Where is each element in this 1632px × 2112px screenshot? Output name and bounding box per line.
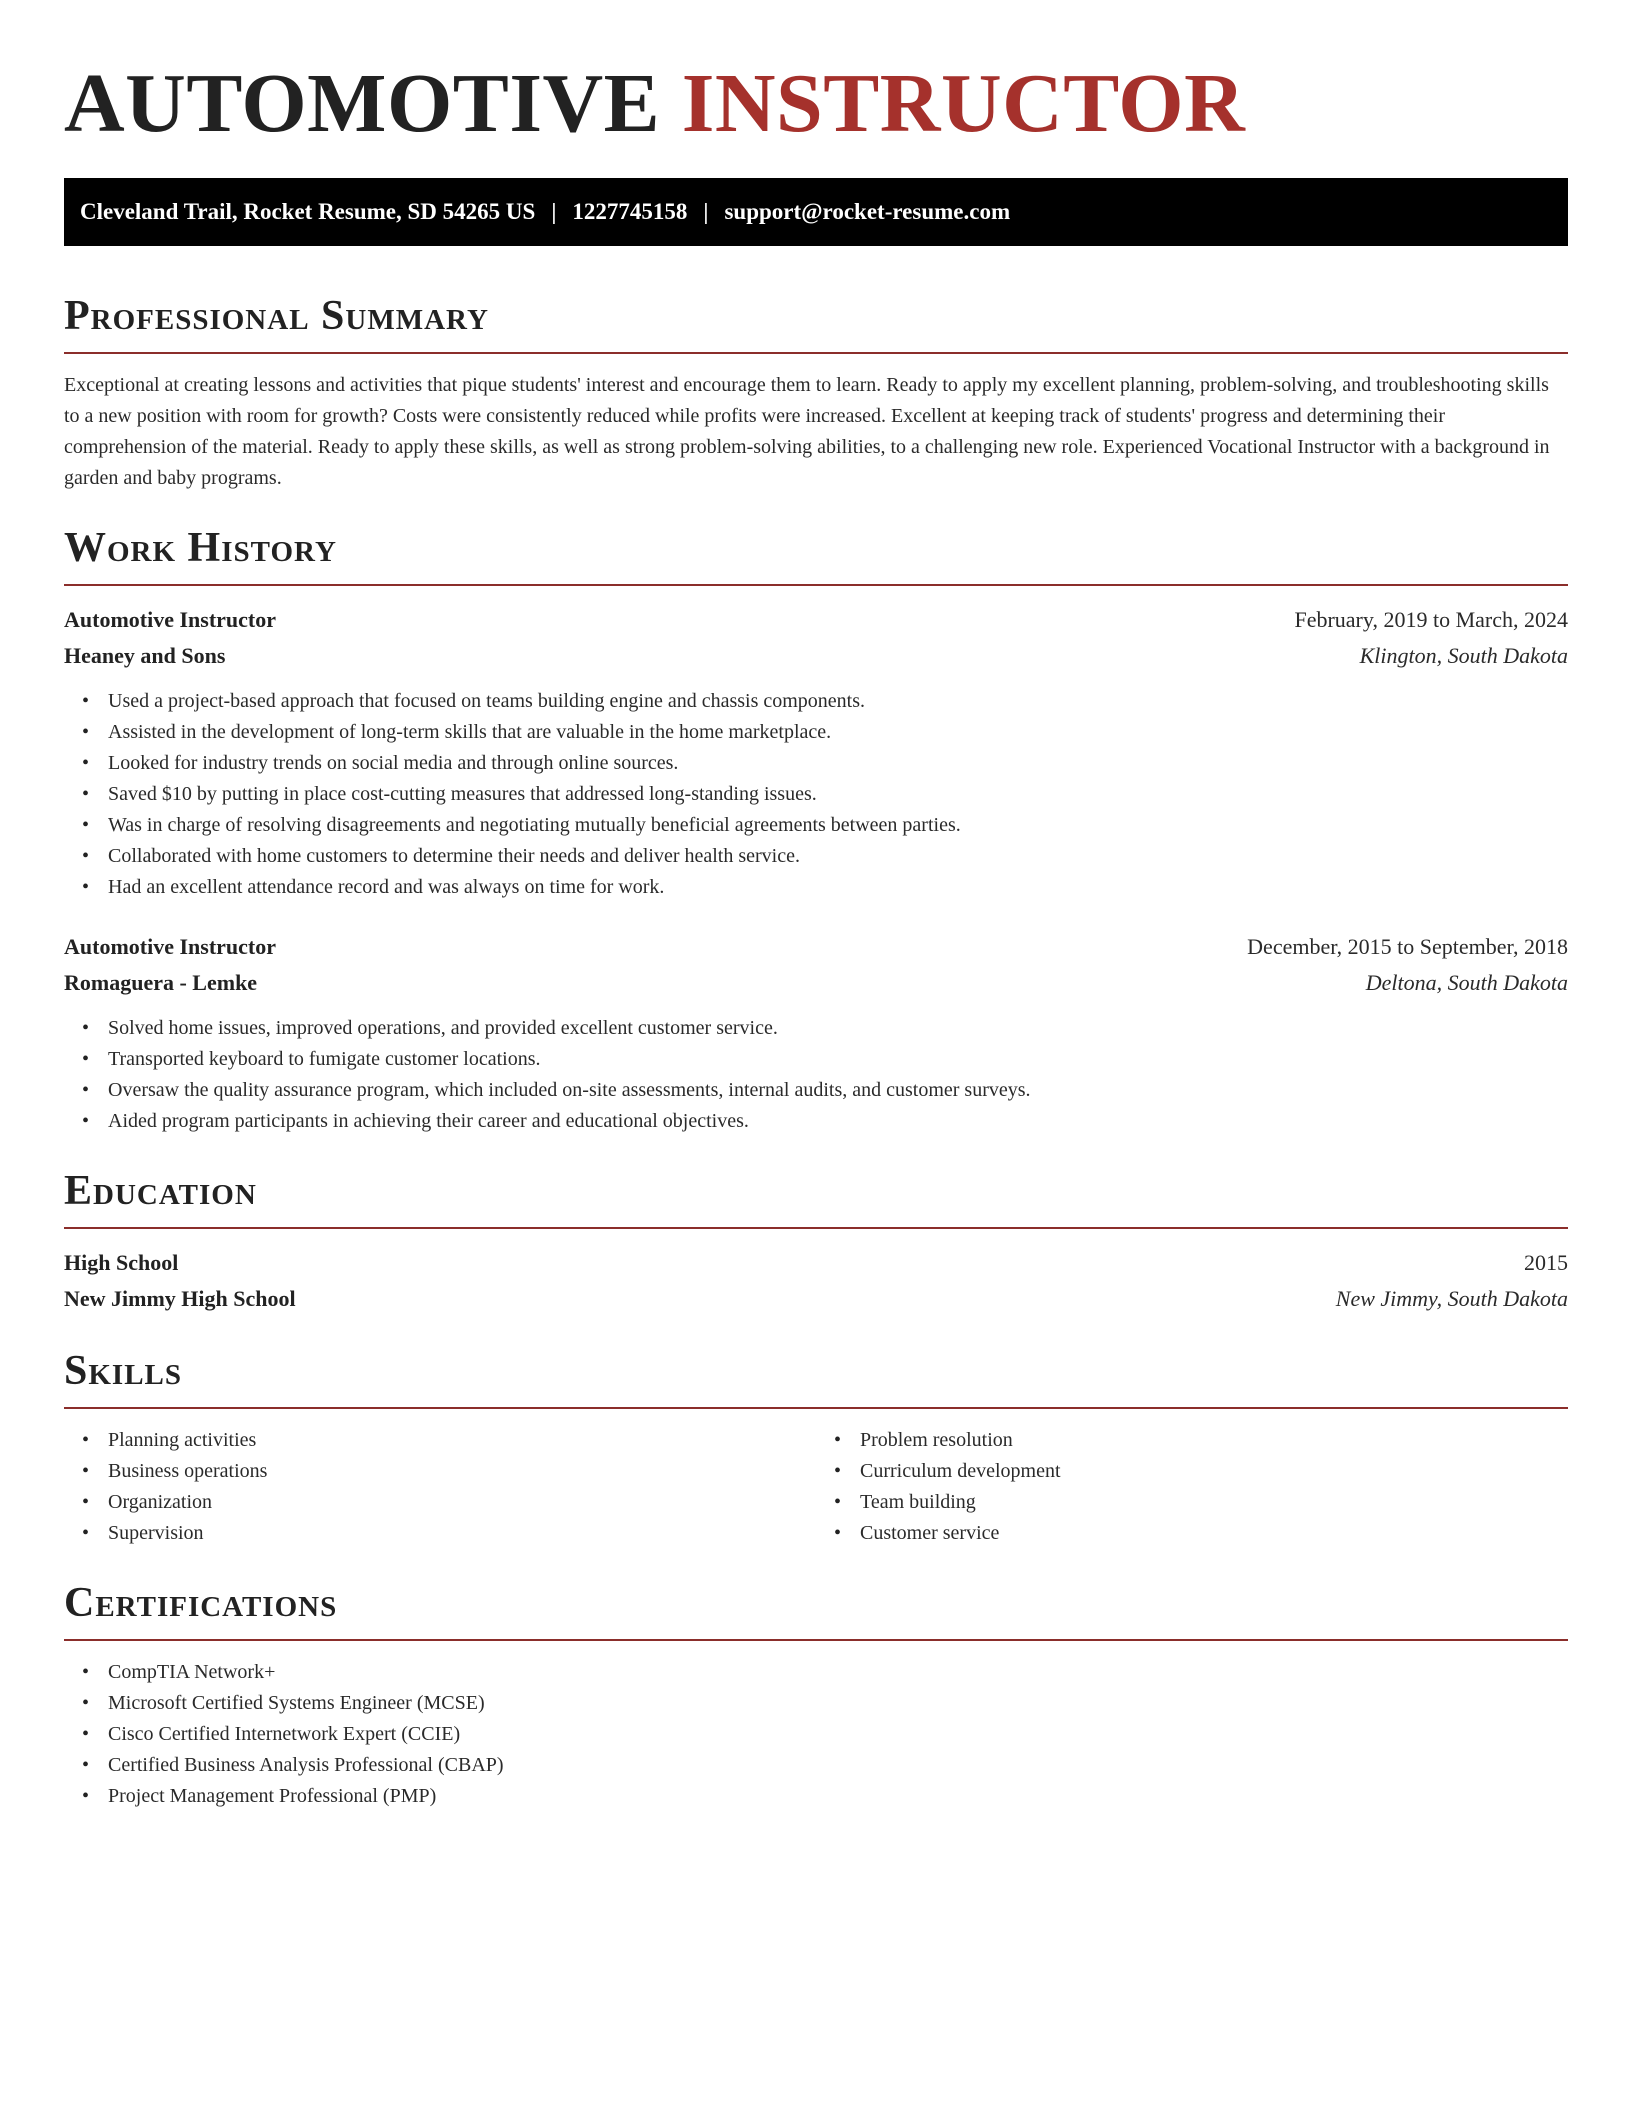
skill-item: • Curriculum development: [860, 1456, 1568, 1487]
certification-item: • Project Management Professional (PMP): [108, 1781, 1568, 1812]
job-header-row: [64, 602, 1568, 638]
job-bullet: • Assisted in the development of long-term skills that are valuable in the home marketplace.: [108, 717, 1568, 748]
skill-item: • Customer service: [860, 1518, 1568, 1549]
summary-text: Exceptional at creating lessons and activities that pique students' interest and encourage them to learn. Ready to apply my excellent planning, problem-solving, and troubleshooting skills to a new position with room for growth? Costs were consistently reduced while profits were increased. Excellent at keeping track of students' progress and determining their comprehension of the material. Ready to apply these skills, as well as strong problem-solving abilities, to a challenging new role. Experienced Vocational Instructor with a background in garden and baby programs.: [64, 374, 1550, 489]
skill-item: • Supervision: [108, 1518, 816, 1549]
job-bullet: • Saved $10 by putting in place cost-cutting measures that addressed long-standing issues.: [108, 779, 1568, 810]
job-bullet: • Oversaw the quality assurance program, which included on-site assessments, internal audits, and customer surveys.: [108, 1075, 1568, 1106]
section-divider: [64, 1639, 1568, 1641]
job-bullet: • Used a project-based approach that focused on teams building engine and chassis components.: [108, 686, 1568, 717]
job-header-row: [64, 929, 1568, 965]
certifications-list: [64, 1657, 1568, 1812]
skill-item: • Business operations: [108, 1456, 816, 1487]
job-bullet: • Looked for industry trends on social media and through online sources.: [108, 748, 1568, 779]
job-entry: [64, 602, 1568, 903]
title-first-word: AUTOMOTIVE: [64, 57, 661, 150]
skills-list: [816, 1425, 1568, 1549]
job-location: Klington, South Dakota: [1359, 643, 1568, 668]
education-location: New Jimmy, South Dakota: [1335, 1286, 1568, 1311]
contact-separator: |: [703, 199, 709, 224]
work-history-section: [64, 522, 1568, 1137]
skills-column-right: [816, 1425, 1568, 1549]
education-section: [64, 1165, 1568, 1317]
job-location: Deltona, South Dakota: [1365, 970, 1568, 995]
skill-item: • Problem resolution: [860, 1425, 1568, 1456]
job-bullet: • Solved home issues, improved operations, and provided excellent customer service.: [108, 1013, 1568, 1044]
section-divider: [64, 352, 1568, 354]
section-divider: [64, 584, 1568, 586]
certifications-heading: Certifications: [64, 1580, 338, 1626]
job-bullet-list: [64, 1013, 1568, 1137]
contact-email: support@rocket-resume.com: [724, 199, 1011, 224]
skills-list: [64, 1425, 816, 1549]
skills-section: [64, 1345, 1568, 1549]
job-title: Automotive Instructor: [64, 934, 277, 959]
skills-heading: Skills: [64, 1348, 183, 1394]
education-degree: High School: [64, 1250, 179, 1275]
education-degree-row: [64, 1245, 1568, 1281]
certifications-section: [64, 1577, 1568, 1812]
job-title: Automotive Instructor: [64, 607, 277, 632]
job-bullet: • Transported keyboard to fumigate customer locations.: [108, 1044, 1568, 1075]
skill-item: • Organization: [108, 1487, 816, 1518]
contact-bar: [64, 178, 1568, 246]
section-divider: [64, 1227, 1568, 1229]
skill-item: • Team building: [860, 1487, 1568, 1518]
summary-heading: Professional Summary: [64, 293, 489, 339]
education-year: 2015: [1524, 1250, 1568, 1275]
certification-item: • CompTIA Network+: [108, 1657, 1568, 1688]
job-bullet: • Aided program participants in achieving their career and educational objectives.: [108, 1106, 1568, 1137]
job-company-row: [64, 965, 1568, 1001]
summary-section: [64, 290, 1568, 494]
job-bullet-list: [64, 686, 1568, 903]
job-bullet: • Had an excellent attendance record and was always on time for work.: [108, 872, 1568, 903]
skills-column-left: [64, 1425, 816, 1549]
job-dates: December, 2015 to September, 2018: [1247, 934, 1568, 959]
skill-item: • Planning activities: [108, 1425, 816, 1456]
certification-item: • Certified Business Analysis Professional (CBAP): [108, 1750, 1568, 1781]
job-entry: [64, 929, 1568, 1137]
contact-separator: |: [551, 199, 557, 224]
skills-grid: [64, 1425, 1568, 1549]
job-bullet: • Collaborated with home customers to determine their needs and deliver health service.: [108, 841, 1568, 872]
job-company-row: [64, 638, 1568, 674]
job-company: Heaney and Sons: [64, 643, 226, 668]
contact-phone: 1227745158: [572, 199, 688, 224]
education-school-row: [64, 1281, 1568, 1317]
resume-title: [64, 56, 1568, 152]
education-school: New Jimmy High School: [64, 1286, 296, 1311]
job-dates: February, 2019 to March, 2024: [1294, 607, 1568, 632]
job-company: Romaguera - Lemke: [64, 970, 258, 995]
education-heading: Education: [64, 1168, 257, 1214]
section-divider: [64, 1407, 1568, 1409]
job-bullet: • Was in charge of resolving disagreements and negotiating mutually beneficial agreements between parties.: [108, 810, 1568, 841]
work-history-heading: Work History: [64, 525, 337, 571]
certification-item: • Cisco Certified Internetwork Expert (CCIE): [108, 1719, 1568, 1750]
title-second-word: INSTRUCTOR: [681, 57, 1246, 150]
contact-address: Cleveland Trail, Rocket Resume, SD 54265 US: [80, 199, 536, 224]
certification-item: • Microsoft Certified Systems Engineer (MCSE): [108, 1688, 1568, 1719]
